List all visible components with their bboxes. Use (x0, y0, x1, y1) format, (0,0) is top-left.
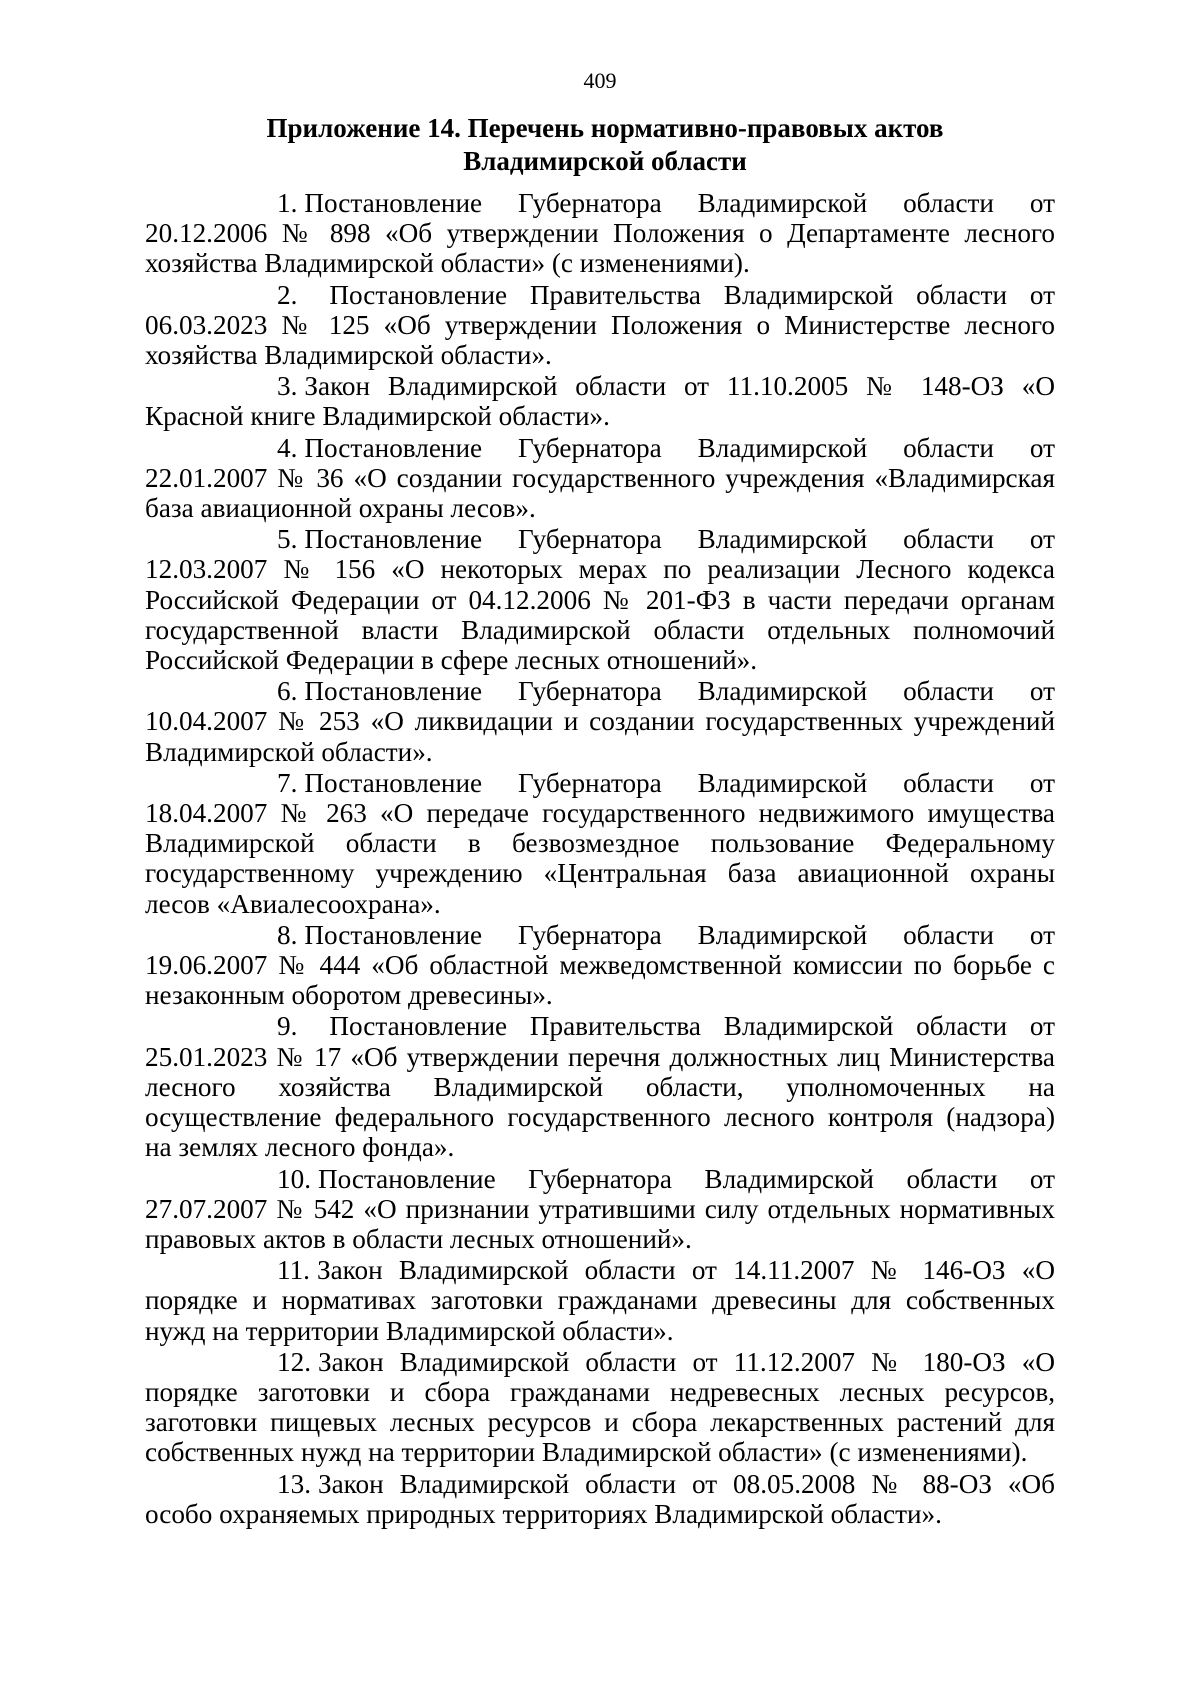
item-number: 10. (277, 1163, 311, 1194)
list-item (145, 280, 1055, 371)
list-item (145, 1011, 1055, 1162)
item-text: Постановление Правительства Владимирской области от 25.01.2023 № 17 «Об утверждении перечня должностных лиц Министерства лесного хозяйства Владимирской области, уполномоченных на осуществление федерального государственного лесного контроля (надзора) на землях лесного фонда». (145, 1011, 1055, 1163)
item-text: Постановление Губернатора Владимирской области от 27.07.2007 № 542 «О признании утратившими силу отдельных нормативных правовых актов в области лесных отношений». (145, 1163, 1055, 1254)
list-item (145, 1347, 1055, 1468)
acts-list (145, 188, 1055, 1530)
item-text: Постановление Губернатора Владимирской области от 18.04.2007 № 263 «О передаче государственного недвижимого имущества Владимирской области в безвозмездное пользование Федеральному государственному учреждению «Центральная база авиационной охраны лесов «Авиалесоохрана». (145, 767, 1055, 919)
item-number: 3. (277, 371, 298, 402)
item-number: 2. (277, 279, 298, 310)
item-number: 13. (277, 1468, 311, 1499)
item-number: 12. (277, 1346, 311, 1377)
item-text: Постановление Губернатора Владимирской области от 20.12.2006 № 898 «Об утверждении Положения о Департаменте лесного хозяйства Владимирской области» (с изменениями). (145, 188, 1055, 279)
list-item (145, 1164, 1055, 1255)
list-item (145, 920, 1055, 1011)
item-number: 5. (277, 524, 298, 555)
list-item (145, 524, 1055, 675)
list-item (145, 768, 1055, 919)
item-number: 1. (277, 188, 298, 218)
item-text: Постановление Губернатора Владимирской области от 19.06.2007 № 444 «Об областной межведомственной комиссии по борьбе с незаконным оборотом древесины». (145, 919, 1055, 1011)
item-number: 9. (277, 1011, 298, 1042)
item-text: Закон Владимирской области от 08.05.2008 № 88-ОЗ «Об особо охраняемых природных территориях Владимирской области». (145, 1468, 1055, 1529)
item-number: 7. (277, 767, 298, 798)
list-item (145, 1255, 1055, 1346)
item-text: Постановление Правительства Владимирской области от 06.03.2023 № 125 «Об утверждении Положения о Министерстве лесного хозяйства Владимирской области». (145, 279, 1055, 371)
item-text: Закон Владимирской области от 14.11.2007 № 146-ОЗ «О порядке и нормативах заготовки гражданами древесины для собственных нужд на территории Владимирской области». (145, 1255, 1055, 1346)
page-number: 409 (583, 68, 617, 93)
item-number: 4. (277, 432, 298, 463)
item-number: 8. (277, 919, 298, 950)
list-item (145, 433, 1055, 524)
list-item (145, 188, 1055, 279)
item-text: Закон Владимирской области от 11.10.2005 № 148-ОЗ «О Красной книге Владимирской области». (145, 371, 1055, 432)
list-item (145, 371, 1055, 431)
item-number: 11. (277, 1255, 310, 1286)
list-item (145, 1469, 1055, 1529)
item-number: 6. (277, 676, 298, 707)
list-item (145, 676, 1055, 767)
item-text: Постановление Губернатора Владимирской области от 22.01.2007 № 36 «О создании государственного учреждения «Владимирская база авиационной охраны лесов». (145, 432, 1055, 524)
item-text: Постановление Губернатора Владимирской области от 12.03.2007 № 156 «О некоторых мерах по реализации Лесного кодекса Российской Федерации от 04.12.2006 № 201-ФЗ в части передачи органам государственной власти Владимирской области отдельных полномочий Российской Федерации в сфере лесных отношений». (145, 524, 1055, 676)
item-text: Закон Владимирской области от 11.12.2007 № 180-ОЗ «О порядке заготовки и сбора гражданами недревесных лесных ресурсов, заготовки пищевых лесных ресурсов и сбора лекарственных растений для собственных нужд на территории Владимирской области» (с изменениями). (145, 1346, 1055, 1468)
page-title: Приложение 14. Перечень нормативно-правовых актов Владимирской области (266, 113, 944, 176)
item-text: Постановление Губернатора Владимирской области от 10.04.2007 № 253 «О ликвидации и создании государственных учреждений Владимирской области». (145, 676, 1055, 767)
